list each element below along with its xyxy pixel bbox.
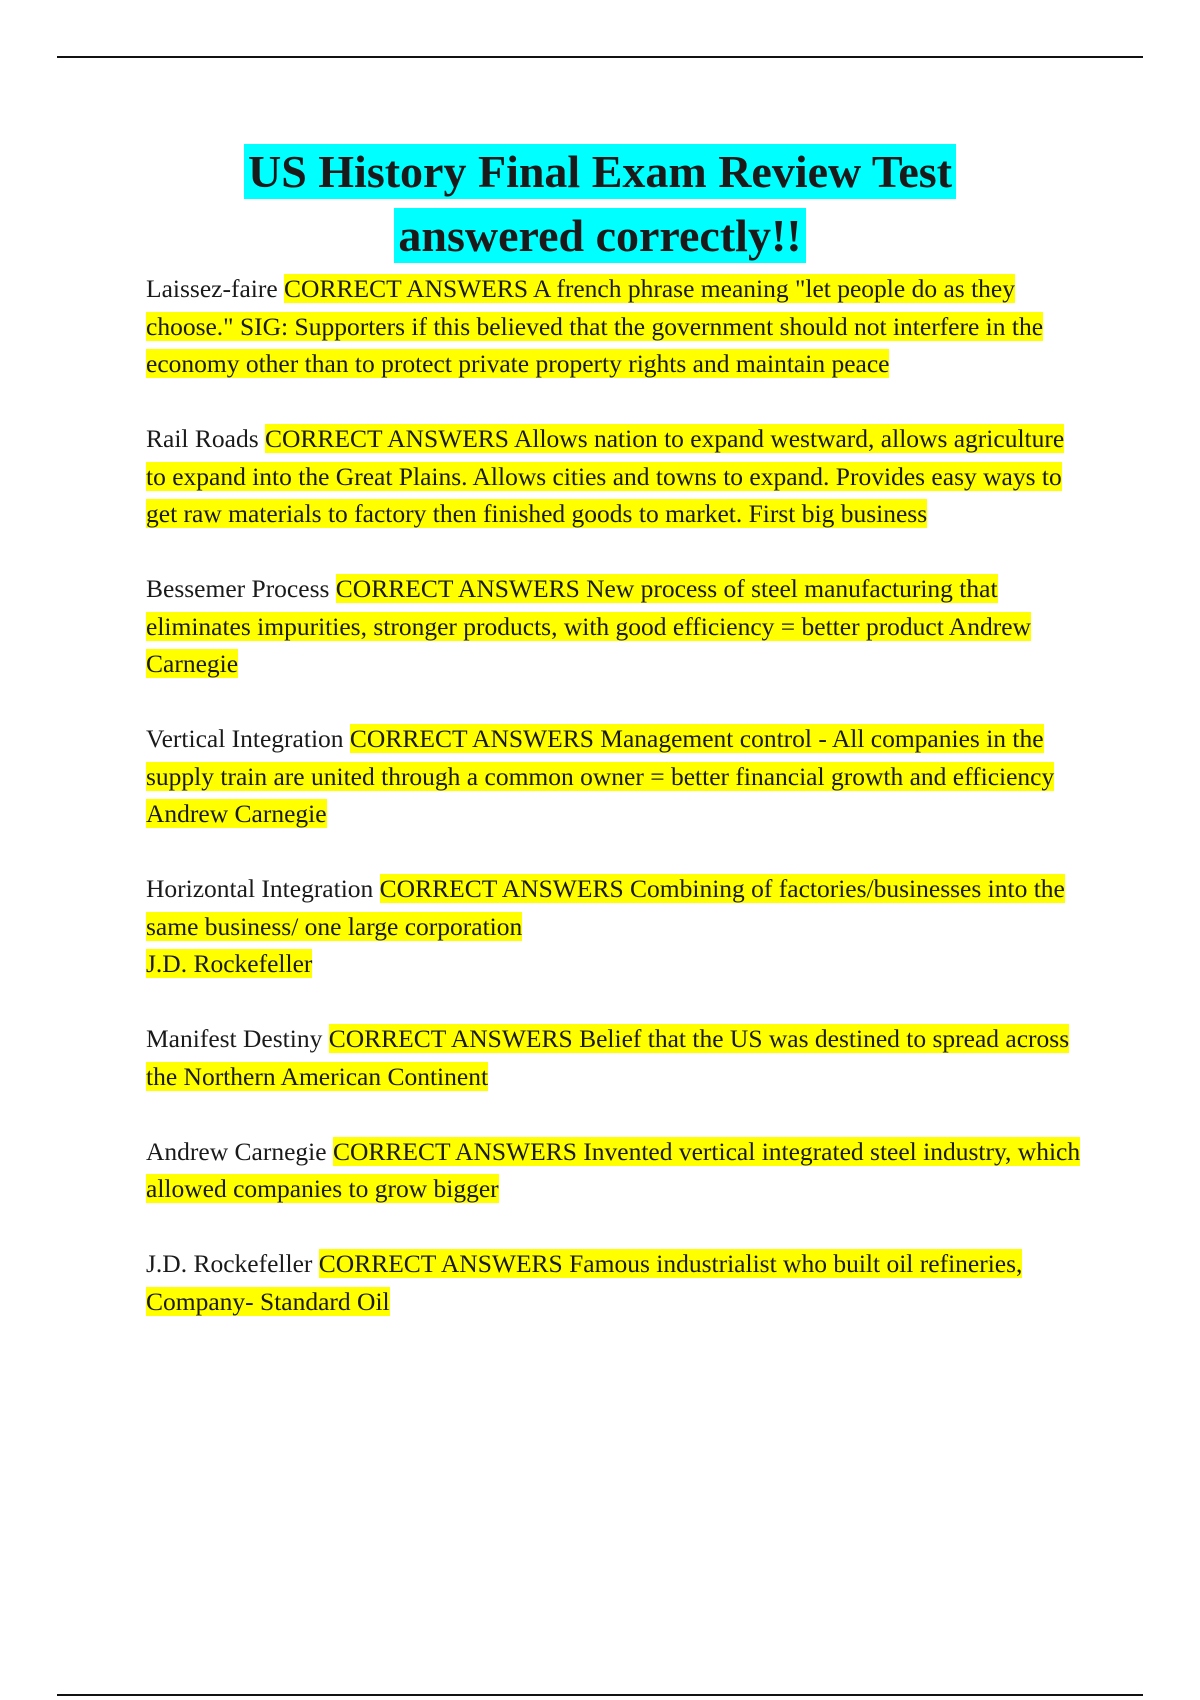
entries-list — [146, 270, 1086, 1358]
entry-answer-line: Combining of factories/businesses into the same business/ one large corporation — [146, 874, 1065, 941]
entry-term: Laissez-faire — [146, 274, 278, 303]
qa-entry — [146, 1020, 1086, 1095]
entry-term: Andrew Carnegie — [146, 1136, 327, 1166]
qa-entry — [146, 420, 1086, 533]
entry-answer-line: Belief that the US was destined to spread across the Northern American Continent — [146, 1024, 1070, 1091]
qa-entry — [146, 870, 1086, 983]
entry-term: Rail Roads — [146, 424, 259, 453]
top-rule — [57, 56, 1143, 58]
qa-entry — [146, 1133, 1086, 1208]
entry-answer-line: Invented vertical integrated steel industry, which allowed companies to grow bigger — [146, 1136, 1081, 1203]
entry-answer-line: Allows nation to expand westward, allows agriculture to expand into the Great Plains. Allows cities and towns to expand. Provides easy ways to get raw materials to factory then finished goods to market. First big business — [146, 424, 1065, 528]
qa-entry — [146, 720, 1086, 833]
entry-answer-line: Famous industrialist who built oil refineries, Company- Standard Oil — [146, 1249, 1023, 1316]
correct-answers-label: CORRECT ANSWERS — [328, 1024, 573, 1053]
entry-term: Bessemer Process — [146, 574, 330, 603]
document-title — [100, 140, 1100, 268]
bottom-rule — [57, 1694, 1143, 1696]
qa-entry — [146, 270, 1086, 383]
entry-term: Manifest Destiny — [146, 1024, 323, 1053]
qa-entry — [146, 1245, 1086, 1320]
correct-answers-label: CORRECT ANSWERS — [332, 1136, 577, 1166]
entry-term: Vertical Integration — [146, 724, 344, 753]
entry-answer-line: J.D. Rockefeller — [146, 949, 313, 978]
entry-answer-line: Andrew Carnegie — [146, 799, 327, 828]
correct-answers-label: CORRECT ANSWERS — [379, 874, 624, 903]
correct-answers-label: CORRECT ANSWERS — [265, 424, 509, 453]
correct-answers-label: CORRECT ANSWERS — [335, 574, 580, 603]
correct-answers-label: CORRECT ANSWERS — [349, 724, 594, 753]
entry-term: J.D. Rockefeller — [146, 1249, 313, 1278]
title-line-1: US History Final Exam Review Test — [244, 144, 956, 199]
correct-answers-label: CORRECT ANSWERS — [284, 274, 529, 303]
entry-answer-line: A french phrase meaning "let people do as they choose." SIG: Supporters if this believed that the government should not interfere in the economy other than to protect private property rights and maintain peace — [146, 274, 1044, 378]
title-line-2: answered correctly!! — [394, 208, 805, 263]
entry-term: Horizontal Integration — [146, 874, 374, 903]
entry-answer-line: New process of steel manufacturing that eliminates impurities, stronger products, with good efficiency = better product Andrew Carnegie — [146, 574, 1031, 678]
entry-answer-line: Management control - All companies in the supply train are united through a common owner = better financial growth and efficiency — [146, 724, 1055, 791]
qa-entry — [146, 570, 1086, 683]
correct-answers-label: CORRECT ANSWERS — [318, 1249, 563, 1278]
